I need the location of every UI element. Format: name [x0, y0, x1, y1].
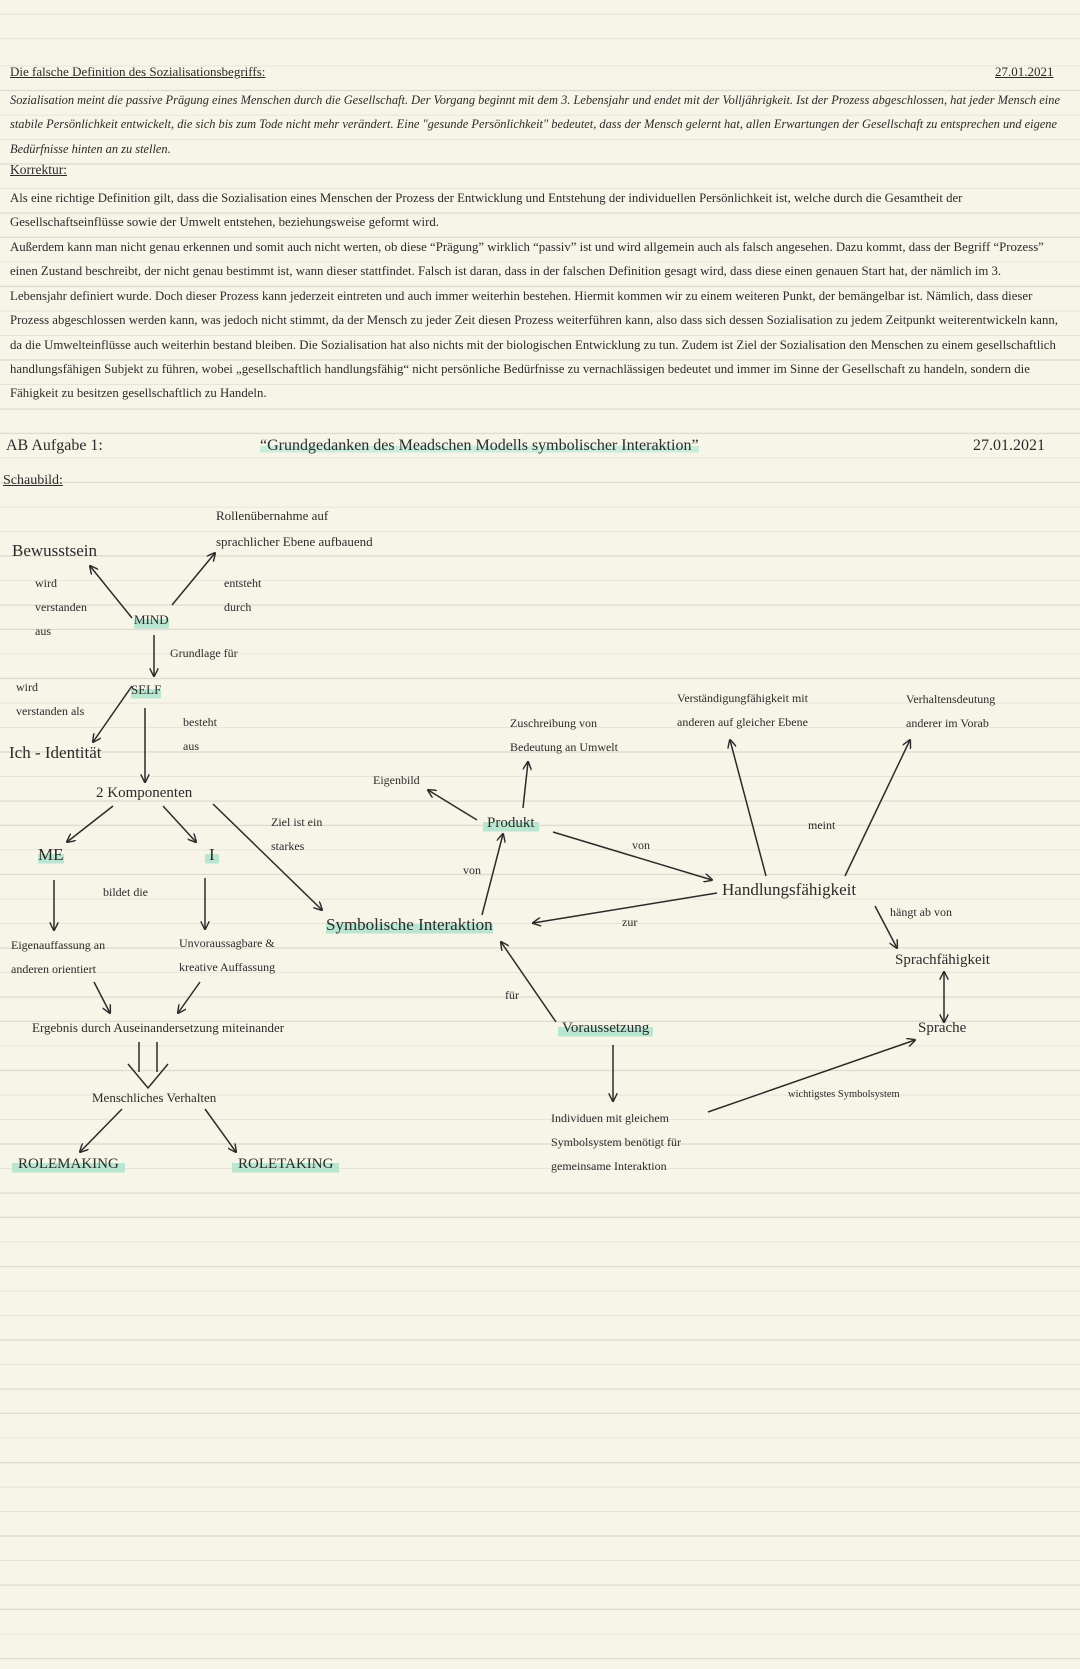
- arrow-komponenten-symbolische-interaktion: [213, 804, 322, 910]
- label-entsteht: entsteht: [224, 576, 262, 590]
- label-bildet-die: bildet die: [103, 885, 148, 899]
- node-individuen-line3: gemeinsame Interaktion: [551, 1159, 667, 1173]
- task-title: “Grundgedanken des Meadschen Modells symbolischer Interaktion”: [260, 437, 699, 454]
- node-me: ME: [38, 843, 64, 867]
- node-zwei-komponenten: 2 Komponenten: [96, 785, 193, 801]
- node-ich-identitaet: Ich - Identität: [9, 743, 102, 762]
- node-rolemaking: ROLEMAKING: [12, 1152, 125, 1176]
- node-i: I: [205, 843, 219, 867]
- label-zur: zur: [622, 915, 638, 929]
- label-von-2: von: [632, 838, 650, 852]
- arrow-verhalten-rolemaking: [80, 1109, 122, 1152]
- arrow-self-ich-identitaet: [93, 686, 132, 742]
- label-verstanden: verstanden: [35, 600, 87, 614]
- node-handlungsfaehigkeit: Handlungsfähigkeit: [722, 880, 857, 899]
- correction-paragraph-2: Außerdem kann man nicht genau erkennen und somit auch nicht werten, ob diese “Prägung” wirklich “passiv” ist und wird allgemein auch als falsch angesehen. Dazu kommt, dass der Begriff “Prozess” einen Zustand beschreibt, der nicht genau bestimmt ist, wann dieser stattfindet. Falsch ist daran, dass in der falschen Definition gesagt wird, dass diese einen genauen Start hat, der nämlich im 3. Lebensjahr definiert wurde. Doch dieser Prozess kann jederzeit eintreten und auch immer weiterhin bestehen. Hiermit kommen wir zu einem weiteren Punkt, der bemängelbar ist. Nämlich, dass dieser Prozess abgeschlossen werden kann, was jedoch nicht stimmt, da der Mensch zu jeder Zeit diesen Prozess weiterführen kann, also dass sich dessen Sozialisation zu jedem Zeitpunkt weiterentwickeln kann, da die Umwelteinflüsse auch weiterhin bestand bleiben. Die Sozialisation hat also nichts mit der biologischen Entwicklung zu tun. Zudem ist Ziel der Sozialisation den Menschen zu einem gesellschaftlich handlungsfähigen Subjekt zu führen, wobei „gesellschaftlich handlungsfähig“ nicht persönliche Bedürfnisse zu vernachlässigen bedeutet und immer im Sinne der Gesellschaft zu handeln, sondern die Fähigkeit zu besitzen gesellschaftlich zu Handeln.: [10, 240, 1058, 401]
- arrow-handlungsfaehigkeit-sprachfaehigkeit: [875, 906, 897, 948]
- node-bewusstsein: Bewusstsein: [12, 541, 97, 560]
- date-part2: 27.01.2021: [973, 437, 1045, 454]
- node-verstaendigung-line1: Verständigungfähigkeit mit: [677, 691, 808, 705]
- label-wird: wird: [35, 576, 57, 590]
- node-self: SELF: [131, 678, 161, 702]
- arrow-komponenten-i: [163, 806, 196, 842]
- node-produkt: Produkt: [483, 811, 539, 835]
- node-eigenauffassung-line1: Eigenauffassung an: [11, 938, 106, 952]
- node-rollenuebernahme-line2: sprachlicher Ebene aufbauend: [216, 534, 373, 549]
- arrow-verhalten-roletaking: [205, 1109, 236, 1152]
- arrow-ergebnis-verhalten-head: [128, 1064, 168, 1088]
- label-durch: durch: [224, 600, 252, 614]
- node-symbolische-interaktion: Symbolische Interaktion: [326, 913, 493, 937]
- node-mind: MIND: [134, 608, 169, 632]
- arrow-produkt-handlungsfaehigkeit: [553, 832, 712, 880]
- label-besteht: besteht: [183, 715, 217, 729]
- arrow-mind-rollenuebernahme: [172, 553, 215, 605]
- section-title-false-definition: Die falsche Definition des Sozialisationsbegriffs:: [10, 64, 266, 79]
- wrong-definition-text: Sozialisation meint die passive Prägung eines Menschen durch die Gesellschaft. Der Vorgang beginnt mit dem 3. Lebensjahr und endet mit der Volljährigkeit. Ist der Prozess abgeschlossen, hat jeder Mensch eine stabile Persönlichkeit entwickelt, die sich bis zum Tode nicht mehr verändert. Eine "gesunde Persönlichkeit" bedeutet, dass der Mensch gelernt hat, allen Erwartungen der Gesellschaft zu entsprechen und eigene Bedürfnisse hinten an zu stellen.: [10, 93, 1060, 156]
- arrow-voraussetzung-symbolische-interaktion: [501, 942, 556, 1022]
- arrow-handlungsfaehigkeit-verstaendigung: [730, 740, 766, 876]
- node-sprache: Sprache: [918, 1020, 967, 1036]
- node-unvoraussagbar-line2: kreative Auffassung: [179, 960, 276, 974]
- label-ziel-ist-ein: Ziel ist ein: [271, 815, 323, 829]
- arrow-produkt-eigenbild: [428, 790, 477, 820]
- node-eigenauffassung-line2: anderen orientiert: [11, 962, 96, 976]
- label-besteht-aus: aus: [183, 739, 199, 753]
- node-zuschreibung-line2: Bedeutung an Umwelt: [510, 740, 618, 754]
- schaubild-label: Schaubild:: [3, 473, 63, 488]
- correction-label: Korrektur:: [10, 162, 67, 177]
- label-wichtigstes-symbolsystem: wichtigstes Symbolsystem: [788, 1089, 900, 1100]
- node-rollenuebernahme-line1: Rollenübernahme auf: [216, 508, 329, 523]
- node-menschliches-verhalten: Menschliches Verhalten: [92, 1090, 217, 1105]
- arrow-symbolische-interaktion-produkt: [482, 834, 503, 915]
- label-meint: meint: [808, 818, 836, 832]
- label-aus: aus: [35, 624, 51, 638]
- node-individuen-line1: Individuen mit gleichem: [551, 1111, 669, 1125]
- task-label: AB Aufgabe 1:: [6, 437, 103, 454]
- node-verstaendigung-line2: anderen auf gleicher Ebene: [677, 715, 808, 729]
- label-von-1: von: [463, 863, 481, 877]
- node-voraussetzung: Voraussetzung: [558, 1016, 653, 1040]
- label-wird-2: wird: [16, 680, 38, 694]
- node-sprachfaehigkeit: Sprachfähigkeit: [895, 952, 990, 968]
- node-unvoraussagbar-line1: Unvoraussagbare &: [179, 936, 275, 950]
- label-fuer: für: [505, 988, 519, 1002]
- arrow-eigenauffassung-ergebnis: [94, 982, 110, 1013]
- date-part1: 27.01.2021: [995, 64, 1054, 79]
- arrow-komponenten-me: [67, 806, 113, 842]
- arrow-mind-bewusstsein: [90, 566, 132, 618]
- label-grundlage-fuer: Grundlage für: [170, 646, 238, 660]
- arrow-individuen-sprache: [708, 1040, 915, 1112]
- node-zuschreibung-line1: Zuschreibung von: [510, 716, 597, 730]
- node-verhaltensdeutung-line1: Verhaltensdeutung: [906, 692, 996, 706]
- node-verhaltensdeutung-line2: anderer im Vorab: [906, 716, 989, 730]
- node-ergebnis: Ergebnis durch Auseinandersetzung miteinander: [32, 1020, 285, 1035]
- arrow-handlungsfaehigkeit-symbolische-interaktion: [533, 893, 717, 923]
- arrow-handlungsfaehigkeit-verhaltensdeutung: [845, 740, 910, 876]
- arrow-produkt-zuschreibung: [523, 762, 528, 808]
- label-haengt-ab-von: hängt ab von: [890, 905, 952, 919]
- label-verstanden-als: verstanden als: [16, 704, 85, 718]
- arrow-unvoraussagbar-ergebnis: [178, 982, 200, 1013]
- correction-paragraph-1: Als eine richtige Definition gilt, dass die Sozialisation eines Menschen der Prozess der Entwicklung und Entstehung der individuellen Persönlichkeit ist, welche durch die Gesamtheit der Gesellschaftseinflüsse sowie der Umwelt entstehen, beziehungsweise geformt wird.: [10, 191, 963, 230]
- node-eigenbild: Eigenbild: [373, 773, 420, 787]
- label-starkes: starkes: [271, 839, 305, 853]
- node-roletaking: ROLETAKING: [232, 1152, 339, 1176]
- node-individuen-line2: Symbolsystem benötigt für: [551, 1135, 681, 1149]
